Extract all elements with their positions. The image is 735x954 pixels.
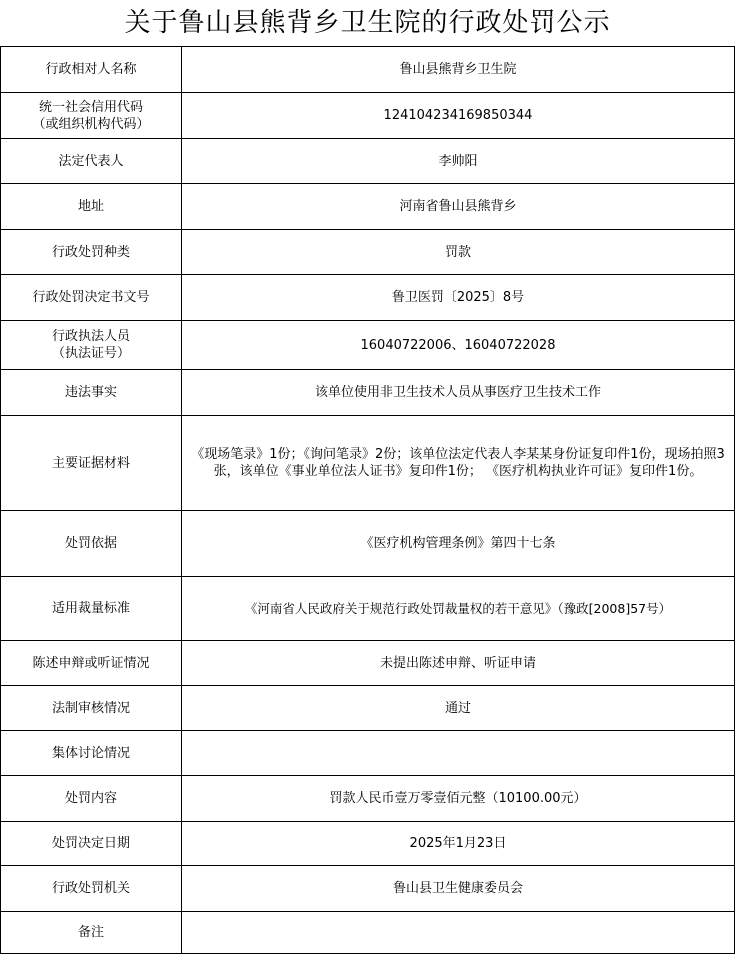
row-label: 集体讨论情况 [1, 731, 182, 776]
row-value: 《现场笔录》1份；《询问笔录》2份；该单位法定代表人李某某身份证复印件1份，现场拍照3张，该单位《事业单位法人证书》复印件1份； 《医疗机构执业许可证》复印件1份。 [182, 416, 735, 511]
row-label: 适用裁量标准 [1, 577, 182, 641]
table-row [1, 912, 735, 954]
row-value: 鲁山县熊背乡卫生院 [182, 47, 735, 93]
row-label: 统一社会信用代码 （或组织机构代码） [1, 93, 182, 139]
row-label: 陈述申辩或听证情况 [1, 641, 182, 686]
table-row [1, 184, 735, 230]
row-label: 行政处罚种类 [1, 230, 182, 275]
row-value: 该单位使用非卫生技术人员从事医疗卫生技术工作 [182, 370, 735, 416]
row-value: 鲁山县卫生健康委员会 [182, 866, 735, 912]
table-row [1, 321, 735, 370]
table-row [1, 731, 735, 776]
row-value: 未提出陈述申辩、听证申请 [182, 641, 735, 686]
penalty-table [0, 46, 735, 954]
row-value: 李帅阳 [182, 139, 735, 184]
row-label: 行政相对人名称 [1, 47, 182, 93]
table-row [1, 47, 735, 93]
row-value: 鲁卫医罚〔2025〕8号 [182, 275, 735, 321]
table-row [1, 275, 735, 321]
table-row [1, 776, 735, 822]
table-row [1, 139, 735, 184]
row-value: 通过 [182, 686, 735, 731]
row-value [182, 731, 735, 776]
row-value: 《医疗机构管理条例》第四十七条 [182, 511, 735, 577]
row-label: 法制审核情况 [1, 686, 182, 731]
row-label: 主要证据材料 [1, 416, 182, 511]
row-value: 《河南省人民政府关于规范行政处罚裁量权的若干意见》（豫政[2008]57号） [182, 577, 735, 641]
row-label: 违法事实 [1, 370, 182, 416]
row-value: 罚款 [182, 230, 735, 275]
table-row [1, 866, 735, 912]
row-label: 法定代表人 [1, 139, 182, 184]
table-row [1, 416, 735, 511]
row-value [182, 912, 735, 954]
row-label: 处罚内容 [1, 776, 182, 822]
row-label: 处罚依据 [1, 511, 182, 577]
row-value: 2025年1月23日 [182, 822, 735, 866]
row-label: 行政执法人员 （执法证号） [1, 321, 182, 370]
row-value: 河南省鲁山县熊背乡 [182, 184, 735, 230]
row-label: 备注 [1, 912, 182, 954]
table-row [1, 577, 735, 641]
table-row [1, 230, 735, 275]
row-value: 罚款人民币壹万零壹佰元整（10100.00元） [182, 776, 735, 822]
page-title: 关于鲁山县熊背乡卫生院的行政处罚公示 [124, 8, 611, 38]
row-label: 地址 [1, 184, 182, 230]
table-row [1, 641, 735, 686]
table-row [1, 511, 735, 577]
row-value: 124104234169850344 [182, 93, 735, 139]
table-row [1, 686, 735, 731]
row-label: 行政处罚机关 [1, 866, 182, 912]
row-label: 处罚决定日期 [1, 822, 182, 866]
row-label: 行政处罚决定书文号 [1, 275, 182, 321]
table-row [1, 93, 735, 139]
table-row [1, 822, 735, 866]
row-value: 16040722006、16040722028 [182, 321, 735, 370]
table-row [1, 370, 735, 416]
